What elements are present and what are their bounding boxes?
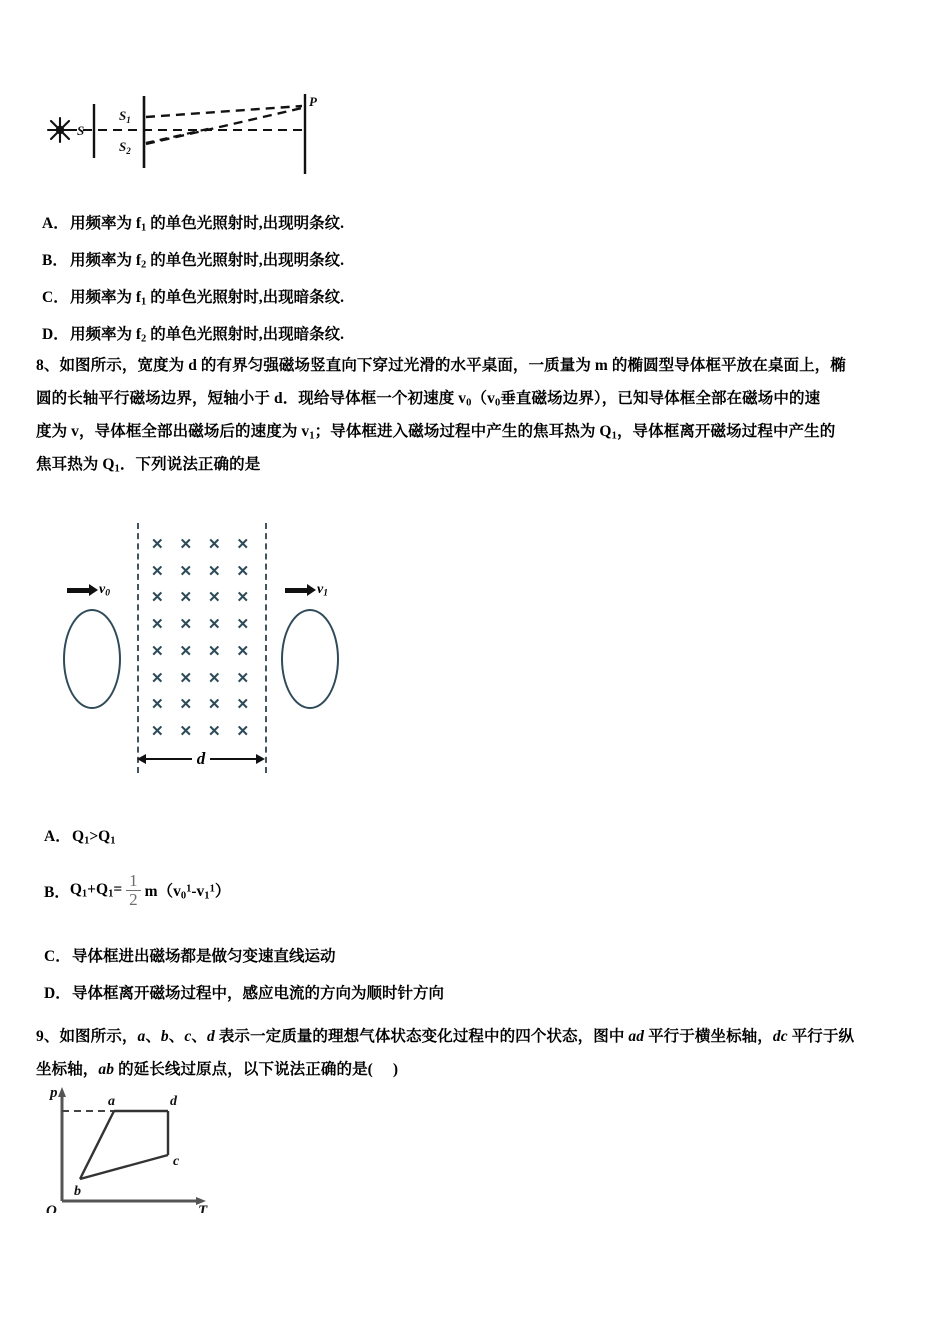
option-c-q7	[42, 285, 344, 308]
field-x-symbol: ✕	[150, 589, 164, 607]
option-b-label-q7: B．	[42, 252, 68, 269]
option-a-text-q8: $Q_1>Q_1$	[72, 828, 116, 847]
segment-b-c	[80, 1155, 168, 1179]
option-c-label-q7: C．	[42, 289, 69, 306]
double-slit-interference-figure	[40, 88, 330, 180]
option-b-text-q7: 用频率为 $f_2$ 的单色光照射时,出现明条纹.	[70, 252, 344, 271]
field-x-symbol: ✕	[207, 589, 221, 607]
axis-label-T: T	[198, 1203, 208, 1213]
option-b-q8	[44, 872, 230, 909]
field-x-symbol: ✕	[150, 723, 164, 741]
field-x-symbol: ✕	[207, 696, 221, 714]
option-d-q7	[42, 322, 344, 345]
light-source-dot	[56, 126, 64, 134]
option-b-prefix-q8: $Q_1+Q_1=$	[69, 881, 123, 900]
field-x-symbol: ✕	[236, 616, 250, 634]
field-x-symbol: ✕	[179, 723, 193, 741]
field-x-symbol: ✕	[236, 723, 250, 741]
point-label-d: d	[170, 1094, 177, 1109]
field-x-symbol-grid	[143, 531, 257, 745]
pt-graph-svg	[40, 1083, 240, 1213]
field-x-symbol: ✕	[207, 669, 221, 687]
field-x-symbol: ✕	[150, 562, 164, 580]
field-x-symbol: ✕	[179, 642, 193, 660]
field-x-symbol: ✕	[150, 642, 164, 660]
conductor-loop-before	[63, 609, 121, 709]
field-x-symbol: ✕	[236, 535, 250, 553]
y-axis-arrow-icon	[58, 1087, 66, 1097]
axis-label-origin: O	[46, 1203, 57, 1213]
field-x-symbol: ✕	[207, 723, 221, 741]
field-x-symbol: ✕	[207, 562, 221, 580]
field-x-symbol: ✕	[179, 616, 193, 634]
measure-line	[210, 758, 256, 760]
arrow-shaft	[67, 588, 89, 593]
field-x-symbol: ✕	[236, 642, 250, 660]
field-x-symbol: ✕	[236, 589, 250, 607]
option-c-text-q7: 用频率为 $f_1$ 的单色光照射时,出现暗条纹.	[70, 289, 344, 308]
question-9-line-1: 9、如图所示，a、b、c、d 表示一定质量的理想气体状态变化过程中的四个状态，图中 ad 平行于横坐标轴，dc 平行于纵	[36, 1028, 855, 1045]
option-d-label-q7: D．	[42, 326, 69, 343]
ray-s1-to-p	[146, 106, 302, 117]
field-x-symbol: ✕	[236, 669, 250, 687]
segment-a-b	[80, 1111, 114, 1179]
point-label-b: b	[74, 1184, 81, 1199]
field-x-symbol: ✕	[236, 562, 250, 580]
option-b-q7	[42, 248, 344, 271]
option-c-text-q8: 导体框进出磁场都是做匀变速直线运动	[72, 948, 336, 965]
option-a-q8	[44, 824, 115, 847]
option-a-label-q8: A．	[44, 828, 71, 845]
point-label-c: c	[173, 1154, 180, 1169]
conductor-loop-after	[281, 609, 339, 709]
field-x-symbol: ✕	[179, 589, 193, 607]
fraction-one-half	[126, 872, 141, 909]
option-c-label-q8: C．	[44, 948, 71, 965]
label-P: P	[309, 94, 317, 109]
fraction-numerator: 1	[129, 871, 138, 890]
field-x-symbol: ✕	[150, 669, 164, 687]
magnetic-field-figure	[45, 505, 365, 795]
velocity-label-v0: $v_0$	[99, 581, 110, 599]
measure-line	[146, 758, 192, 760]
option-b-suffix-q8: $m(v_0^1-v_1^1)$	[144, 883, 231, 902]
field-x-symbol: ✕	[207, 535, 221, 553]
field-x-symbol: ✕	[150, 535, 164, 553]
field-x-symbol: ✕	[150, 696, 164, 714]
label-S1: $S_1$	[119, 108, 131, 125]
velocity-arrow-v0	[67, 583, 110, 597]
question-8-line-1: 8、如图所示，宽度为 d 的有界匀强磁场竖直向下穿过光滑的水平桌面，一质量为 m 的椭圆型导体框平放在桌面上，椭	[36, 357, 846, 374]
question-8-line-4: 焦耳热为 $Q_1$．下列说法正确的是	[36, 456, 261, 475]
question-9-line-2: 坐标轴，ab 的延长线过原点，以下说法正确的是( )	[36, 1061, 399, 1078]
option-c-q8	[44, 944, 336, 966]
axis-label-p: p	[50, 1085, 58, 1101]
arrow-head-left-icon	[137, 754, 146, 764]
field-x-symbol: ✕	[150, 616, 164, 634]
velocity-label-v1: $v_1$	[317, 581, 328, 599]
fraction-denominator: 2	[129, 890, 138, 910]
option-d-text-q8: 导体框离开磁场过程中，感应电流的方向为顺时针方向	[72, 985, 445, 1002]
field-x-symbol: ✕	[179, 535, 193, 553]
field-x-symbol: ✕	[179, 669, 193, 687]
option-d-label-q8: D．	[44, 985, 71, 1002]
option-d-q8	[44, 981, 444, 1003]
field-x-symbol: ✕	[207, 642, 221, 660]
label-S2: $S_2$	[119, 139, 131, 156]
ray-s2-to-p	[146, 108, 302, 144]
option-a-text-q7: 用频率为 $f_1$ 的单色光照射时,出现明条纹.	[70, 215, 344, 234]
point-label-a: a	[108, 1094, 115, 1109]
arrow-shaft	[285, 588, 307, 593]
field-width-measure	[137, 748, 265, 770]
velocity-arrow-v1	[285, 583, 328, 597]
arrow-head-icon	[89, 584, 98, 596]
option-a-label-q7: A．	[42, 215, 69, 232]
pressure-temperature-graph-figure	[40, 1083, 240, 1213]
field-width-label: d	[196, 749, 206, 768]
field-x-symbol: ✕	[236, 696, 250, 714]
arrow-head-right-icon	[256, 754, 265, 764]
question-8-line-3: 度为 v，导体框全部出磁场后的速度为 $v_1$；导体框进入磁场过程中产生的焦耳热为 $Q_1$，导体框离开磁场过程中产生的	[36, 423, 836, 442]
field-x-symbol: ✕	[179, 562, 193, 580]
option-d-text-q7: 用频率为 $f_2$ 的单色光照射时,出现暗条纹.	[70, 326, 344, 345]
field-x-symbol: ✕	[179, 696, 193, 714]
arrow-head-icon	[307, 584, 316, 596]
option-a-q7	[42, 211, 344, 234]
option-b-label-q8: B．	[44, 883, 70, 901]
double-slit-svg	[40, 88, 330, 180]
label-S: S	[77, 123, 85, 138]
field-x-symbol: ✕	[207, 616, 221, 634]
question-8-line-2: 圆的长轴平行磁场边界，短轴小于 d．现给导体框一个初速度 $v_0(v_0$垂直磁场边界），已知导体框全部在磁场中的速	[36, 390, 821, 409]
